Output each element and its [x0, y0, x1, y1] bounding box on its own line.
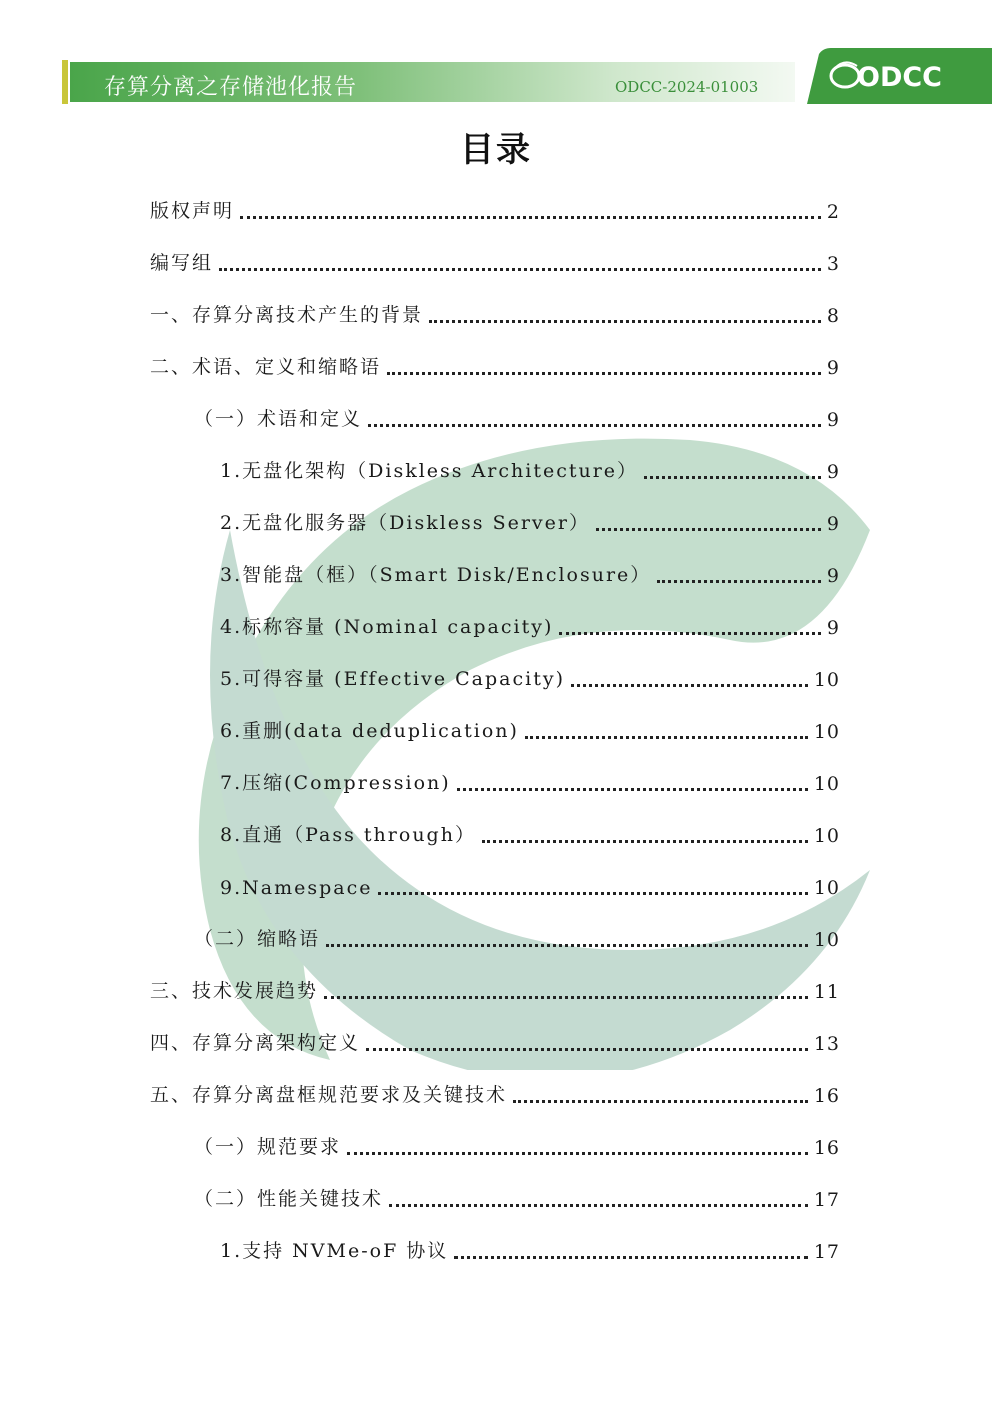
toc-leader-dots: [219, 267, 821, 271]
toc-leader-dots: [366, 1047, 808, 1051]
toc-leader-dots: [378, 891, 807, 895]
toc-entry-label: 二、术语、定义和缩略语: [150, 356, 382, 378]
toc-entry[interactable]: [220, 661, 840, 691]
toc-entry[interactable]: [150, 1025, 840, 1055]
toc-entry[interactable]: [150, 193, 840, 223]
toc-leader-dots: [326, 943, 808, 947]
toc-entry-label: 1.无盘化架构（Diskless Architecture）: [220, 460, 639, 482]
toc-entry-page: 10: [813, 877, 840, 899]
toc-entry[interactable]: [220, 1233, 840, 1263]
toc-leader-dots: [644, 475, 821, 479]
toc-leader-dots: [387, 371, 821, 375]
toc-leader-dots: [240, 215, 821, 219]
toc-entry-page: 9: [826, 565, 840, 587]
toc-entry-page: 9: [826, 409, 840, 431]
toc-entry-label: 四、存算分离架构定义: [150, 1032, 361, 1054]
toc-leader-dots: [389, 1203, 808, 1207]
logo-text: ODCC: [857, 62, 942, 93]
toc-leader-dots: [324, 995, 808, 999]
toc-entry-label: 一、存算分离技术产生的背景: [150, 304, 424, 326]
toc-entry[interactable]: [150, 297, 840, 327]
toc-entry-page: 10: [813, 773, 840, 795]
toc-entry-page: 16: [813, 1137, 840, 1159]
document-code: ODCC-2024-01003: [615, 78, 759, 96]
toc-entry-page: 2: [826, 201, 840, 223]
toc-leader-dots: [457, 787, 808, 791]
toc-leader-dots: [571, 683, 808, 687]
toc-entry[interactable]: [220, 765, 840, 795]
toc-entry[interactable]: [220, 817, 840, 847]
toc-entry[interactable]: [220, 869, 840, 899]
toc-entry-page: 10: [813, 669, 840, 691]
toc-entry-label: 8.直通（Pass through）: [220, 824, 476, 846]
toc-leader-dots: [429, 319, 821, 323]
toc-entry[interactable]: [194, 401, 840, 431]
toc-leader-dots: [559, 631, 821, 635]
toc-entry-page: 17: [813, 1189, 840, 1211]
toc-entry[interactable]: [150, 349, 840, 379]
toc-leader-dots: [525, 735, 808, 739]
toc-entry-label: 三、技术发展趋势: [150, 980, 319, 1002]
toc-entry-label: 3.智能盘（框）（Smart Disk/Enclosure）: [220, 564, 652, 586]
toc-entry-label: 编写组: [150, 252, 214, 274]
toc-entry-page: 9: [826, 617, 840, 639]
toc-entry-page: 8: [826, 305, 840, 327]
toc-entry[interactable]: [150, 245, 840, 275]
toc-leader-dots: [347, 1151, 808, 1155]
toc-entry-label: （二）性能关键技术: [194, 1188, 384, 1210]
toc-entry[interactable]: [220, 453, 840, 483]
toc-entry[interactable]: [220, 609, 840, 639]
toc-entry-label: 4.标称容量 (Nominal capacity): [220, 616, 554, 638]
toc-entry-label: 版权声明: [150, 200, 235, 222]
toc-entry[interactable]: [194, 1129, 840, 1159]
toc-leader-dots: [657, 579, 821, 583]
toc-entry-label: 1.支持 NVMe-oF 协议: [220, 1240, 449, 1262]
toc-entry-label: 2.无盘化服务器（Diskless Server）: [220, 512, 590, 534]
toc-entry-label: 6.重删(data deduplication): [220, 720, 519, 742]
toc-entry[interactable]: [194, 921, 840, 951]
toc-entry-page: 17: [813, 1241, 840, 1263]
toc-entry-page: 9: [826, 513, 840, 535]
toc-leader-dots: [454, 1255, 808, 1259]
toc-entry-page: 13: [813, 1033, 840, 1055]
toc-title: 目录: [460, 130, 532, 170]
toc-entry-label: 5.可得容量 (Effective Capacity): [220, 668, 565, 690]
report-title: 存算分离之存储池化报告: [104, 75, 358, 100]
toc-entry-page: 3: [826, 253, 840, 275]
toc-entry-page: 16: [813, 1085, 840, 1107]
toc-entry-label: 五、存算分离盘框规范要求及关键技术: [150, 1084, 508, 1106]
toc-entry-label: （二）缩略语: [194, 928, 321, 950]
toc-entry-page: 9: [826, 461, 840, 483]
toc-leader-dots: [368, 423, 821, 427]
toc-entry-label: （一）术语和定义: [194, 408, 363, 430]
toc-entry-page: 10: [813, 825, 840, 847]
toc-entry[interactable]: [220, 557, 840, 587]
toc-entry[interactable]: [150, 1077, 840, 1107]
toc-entry-page: 10: [813, 929, 840, 951]
toc-entry[interactable]: [194, 1181, 840, 1211]
toc-leader-dots: [596, 527, 821, 531]
toc-entry-label: （一）规范要求: [194, 1136, 342, 1158]
toc-entry-page: 11: [813, 981, 840, 1003]
toc-entry-page: 10: [813, 721, 840, 743]
toc-entry[interactable]: [150, 973, 840, 1003]
toc-leader-dots: [513, 1099, 808, 1103]
toc-entry-label: 7.压缩(Compression): [220, 772, 451, 794]
toc-entry-page: 9: [826, 357, 840, 379]
toc-entry[interactable]: [220, 713, 840, 743]
toc-entry-label: 9.Namespace: [220, 877, 373, 899]
toc-leader-dots: [482, 839, 808, 843]
toc-entry[interactable]: [220, 505, 840, 535]
